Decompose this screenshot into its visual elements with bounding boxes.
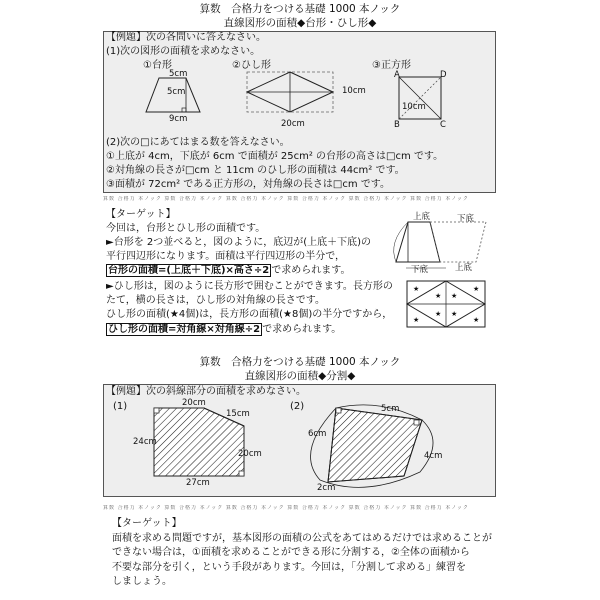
target2-line-3: 不要な部分を引く，という手段があります。今回は，「分割して求める」練習を [112, 562, 466, 573]
separator-dots-1: 算数 合格力 本ノック 算数 合格力 本ノック 算数 合格力 本ノック 算数 合格力 本ノック 算数 合格力 本ノック 算数 合格力 本ノック [103, 196, 469, 202]
fig2-number: (2) [290, 401, 305, 412]
fig2-top-dim: 5cm [381, 404, 400, 414]
square-label-b: B [394, 120, 400, 130]
svg-text:★: ★ [435, 292, 442, 300]
question-2-item-1: ①上底が 4cm，下底が 6cm で面積が 25cm² の台形の高さは□cm です。 [106, 151, 444, 162]
hatched-quadrilateral-figure [300, 402, 450, 494]
svg-text:★: ★ [473, 316, 480, 324]
separator-dots-2: 算数 合格力 本ノック 算数 合格力 本ノック 算数 合格力 本ノック 算数 合格力 本ノック 算数 合格力 本ノック 算数 合格力 本ノック [103, 505, 469, 511]
trapezoid-pair-diagram [386, 212, 498, 274]
square-label-c: C [440, 120, 446, 130]
fig1-right-dim: 20cm [238, 449, 262, 459]
diagram-label-bottom-2: 下底 [457, 214, 475, 224]
formula-rhombus: ひし形の面積=対角線×対角線÷2 [108, 324, 261, 335]
fig1-bottom-dim: 27cm [186, 478, 210, 488]
svg-text:★: ★ [473, 285, 480, 293]
question-1: (1)次の図形の面積を求めなさい。 [106, 46, 261, 57]
page-title-1: 算数 合格力をつける基礎 1000 本ノック [199, 3, 401, 15]
target1-line-2: ►台形を 2つ並べると，図のように，底辺が(上底＋下底)の [106, 237, 372, 248]
diagram-label-top-2: 上底 [455, 263, 473, 273]
rhombus-width-dim: 20cm [281, 119, 305, 129]
svg-text:★: ★ [451, 292, 458, 300]
svg-text:★: ★ [413, 285, 420, 293]
diagram-label-top: 上底 [413, 212, 431, 222]
square-label-d: D [440, 70, 447, 80]
rhombus-stars-diagram [406, 280, 488, 330]
fig1-left-dim: 24cm [133, 437, 157, 447]
square-diag-dim: 10cm [402, 102, 426, 112]
figure-label-trapezoid: ①台形 [143, 60, 172, 71]
target1-line-3: 平行四辺形になります。面積は平行四辺形の半分で， [106, 251, 345, 262]
fig2-bottom-dim: 2cm [317, 483, 336, 493]
fig2-right-dim: 4cm [424, 451, 443, 461]
target1-formula-rhombus-row [106, 323, 341, 336]
page-subtitle-2: 直線図形の面積◆分割◆ [244, 370, 356, 382]
target1-line-1: 今回は，台形とひし形の面積です。 [106, 223, 266, 234]
page-title-2: 算数 合格力をつける基礎 1000 本ノック [199, 356, 401, 368]
trap-top-dim: 5cm [169, 69, 188, 79]
target-heading-2: 【ターゲット】 [112, 518, 182, 529]
formula-trapezoid-tail: で求められます。 [271, 265, 351, 276]
square-label-a: A [394, 70, 400, 80]
svg-text:★: ★ [451, 310, 458, 318]
fig2-left-dim: 6cm [308, 429, 327, 439]
hatched-pentagon-figure [140, 402, 270, 482]
target1-formula-trap-row [106, 264, 350, 277]
question-2-item-3: ③面積が 72cm² である正方形の，対角線の長さは□cm です。 [106, 179, 390, 190]
fig1-number: (1) [113, 401, 128, 412]
target1-line-4: ►ひし形は，図のように長方形で囲むことができます。長方形の [106, 281, 393, 292]
rhombus-figure [245, 70, 340, 120]
svg-text:★: ★ [413, 316, 420, 324]
svg-text:★: ★ [435, 310, 442, 318]
target1-line-6: ひし形の面積(★4個)は，長方形の面積(★8個)の半分ですから， [106, 309, 393, 320]
example-prompt-1: 【例題】次の各問いに答えなさい。 [106, 32, 266, 43]
fig1-slant-dim: 15cm [226, 409, 250, 419]
target2-line-2: できない場合は，①面積を求めることができる形に分割する，②全体の面積から [112, 547, 470, 558]
figure-label-rhombus: ②ひし形 [232, 60, 271, 71]
formula-trapezoid: 台形の面積=(上底＋下底)×高さ÷2 [108, 265, 270, 276]
fig1-top-dim: 20cm [182, 398, 206, 408]
example-prompt-2: 【例題】次の斜線部分の面積を求めなさい。 [106, 386, 306, 397]
diagram-label-bottom: 下底 [411, 265, 429, 275]
question-2: (2)次の□にあてはまる数を答えなさい。 [106, 137, 290, 148]
formula-rhombus-tail: で求められます。 [262, 324, 342, 335]
rhombus-height-dim: 10cm [342, 86, 366, 96]
trap-bottom-dim: 9cm [169, 114, 188, 124]
target2-line-1: 面積を求める問題ですが，基本図形の面積の公式をあてはめるだけでは求めることが [112, 533, 492, 544]
trap-height-dim: 5cm [167, 87, 186, 97]
question-2-item-2: ②対角線の長さが□cm と 11cm のひし形の面積は 44cm² です。 [106, 165, 405, 176]
target1-line-5: たて，横の長さは，ひし形の対角線の長さです。 [106, 295, 325, 306]
page-subtitle-1: 直線図形の面積◆台形・ひし形◆ [223, 17, 377, 29]
target-heading-1: 【ターゲット】 [106, 209, 176, 220]
square-figure [397, 73, 447, 125]
target2-line-4: しましょう。 [112, 576, 172, 587]
figure-label-square: ③正方形 [372, 60, 411, 71]
